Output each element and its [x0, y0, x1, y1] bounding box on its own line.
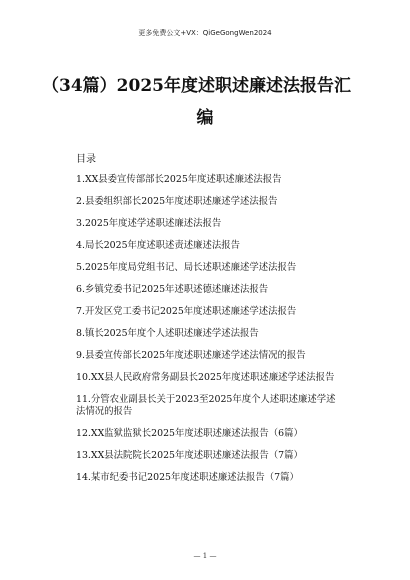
toc-item[interactable]: 3.2025年度述学述职述廉述法报告 — [76, 218, 222, 229]
table-of-contents — [76, 174, 338, 494]
toc-label: 目录 — [76, 154, 96, 165]
toc-item[interactable]: 1.XX县委宣传部部长2025年度述职述廉述法报告 — [76, 174, 282, 185]
document-title — [42, 70, 368, 134]
title-line-1: （34篇）2025年度述职述廉述法报告汇 — [42, 76, 351, 96]
toc-item[interactable]: 11.分管农业副县长关于2023至2025年度个人述职述廉述学述法情况的报告 — [76, 394, 336, 417]
toc-item[interactable]: 7.开发区党工委书记2025年度述职述廉述学述法报告 — [76, 306, 297, 317]
page-header: 更多免费公文+VX：QiGeGongWen2024 — [138, 29, 272, 37]
toc-item[interactable]: 4.局长2025年度述职述责述廉述法报告 — [76, 240, 241, 251]
page-number: — 1 — — [193, 552, 217, 560]
toc-item[interactable]: 10.XX县人民政府常务副县长2025年度述职述廉述学述法报告 — [76, 372, 335, 383]
toc-item[interactable]: 13.XX县法院院长2025年度述职述廉述法报告（7篇） — [76, 450, 303, 461]
toc-item[interactable]: 12.XX监狱监狱长2025年度述职述廉述法报告（6篇） — [76, 428, 303, 439]
toc-item[interactable]: 5.2025年度局党组书记、局长述职述廉述学述法报告 — [76, 262, 297, 273]
toc-item[interactable]: 9.县委宣传部长2025年度述职述廉述学述法情况的报告 — [76, 350, 306, 361]
title-line-2: 编 — [196, 108, 214, 128]
toc-item[interactable]: 6.乡镇党委书记2025年述职述德述廉述法报告 — [76, 284, 269, 295]
toc-item[interactable]: 8.镇长2025年度个人述职述廉述学述法报告 — [76, 328, 259, 339]
toc-item[interactable]: 14.某市纪委书记2025年度述职述廉述法报告（7篇） — [76, 472, 299, 483]
toc-item[interactable]: 2.县委组织部长2025年度述职述廉述学述法报告 — [76, 196, 278, 207]
